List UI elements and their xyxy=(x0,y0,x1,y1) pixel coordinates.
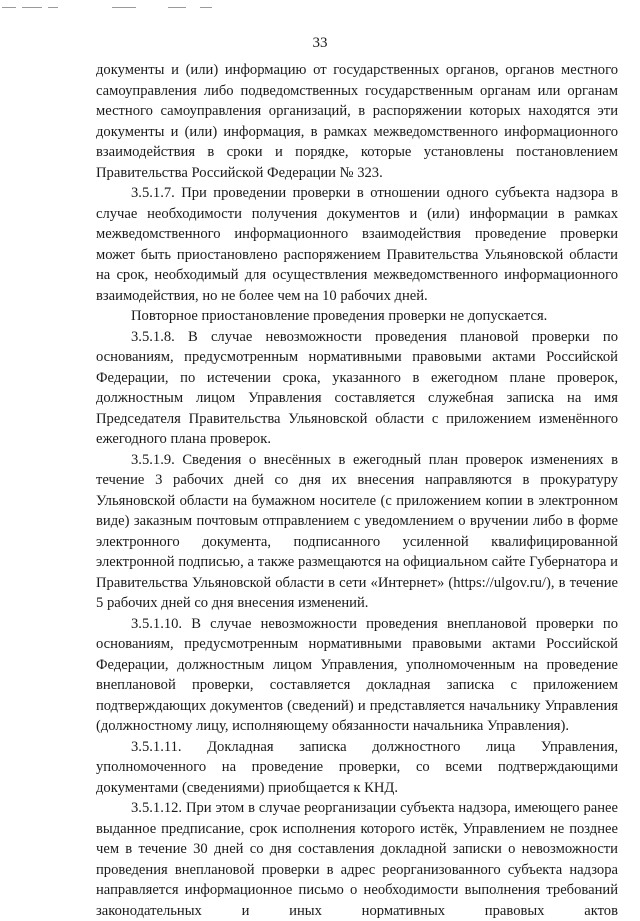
paragraph-3-5-1-12: 3.5.1.12. При этом в случае реорганизации субъекта надзора, имеющего ранее выданное предписание, срок исполнения которого истёк, Управлением не позднее чем в течение 30 дней со дня составления докладной записки о невозможности проведения внеплановой проверки в адрес реорганизованного субъекта надзора направляется информационное письмо о необходимости выполнения требований законодательных и иных нормативных правовых актов xyxy=(96,800,618,919)
paragraph-3-5-1-8: 3.5.1.8. В случае невозможности проведения плановой проверки по основаниям, предусмотренным нормативными правовыми актами Российской Федерации, по истечении срока, указанного в ежегодном плане проверок, должностным лицом Управления составляется служебная записка на имя Председателя Правительства Ульяновской области с приложением изменённого ежегодного плана проверок. xyxy=(96,328,618,447)
paragraph-continuation: документы и (или) информацию от государственных органов, органов местного самоуправления либо подведомственных государственным органам или органам местного самоуправления организаций, в распоряжении которых находятся эти документы и (или) информация, в рамках межведомственного информационного взаимодействия в сроки и порядке, которые установлены постановлением Правительства Российской Федерации № 323. xyxy=(96,62,618,181)
scan-edge-marks xyxy=(0,4,640,12)
paragraph-repeat-suspension: Повторное приостановление проведения проверки не допускается. xyxy=(131,308,548,324)
paragraph-3-5-1-7: 3.5.1.7. При проведении проверки в отношении одного субъекта надзора в случае необходимости получения документов и (или) информации в рамках межведомственного информационного взаимодействия проведение проверки может быть приостановлено распоряжением Правительства Ульяновской области на срок, необходимый для осуществления межведомственного информационного взаимодействия, но не более чем на 10 рабочих дней. xyxy=(96,185,618,304)
paragraph-3-5-1-10: 3.5.1.10. В случае невозможности проведения внеплановой проверки по основаниям, предусмотренным нормативными правовыми актами Российской Федерации, должностным лицом Управления, уполномоченным на проведение внеплановой проверки, составляется докладная записка с приложением подтверждающих документов (сведений) и представляется начальнику Управления (должностному лицу, исполняющему обязанности начальника Управления). xyxy=(96,615,618,734)
page-number: 33 xyxy=(312,35,328,51)
document-body xyxy=(96,60,618,921)
paragraph-3-5-1-11: 3.5.1.11. Докладная записка должностного лица Управления, уполномоченного на проведение проверки, со всеми подтверждающими документами (сведениями) приобщается к КНД. xyxy=(96,738,618,796)
paragraph-3-5-1-9: 3.5.1.9. Сведения о внесённых в ежегодный план проверок изменениях в течение 3 рабочих дней со дня их внесения направляются в прокуратуру Ульяновской области на бумажном носителе (с приложением копии в электронном виде) заказным почтовым отправлением с уведомлением о вручении либо в форме электронного документа, подписанного усиленной квалифицированной электронной подписью, а также размещаются на официальном сайте Губернатора и Правительства Ульяновской области в сети «Интернет» (https://ulgov.ru/), в течение 5 рабочих дней со дня внесения изменений. xyxy=(96,451,618,611)
